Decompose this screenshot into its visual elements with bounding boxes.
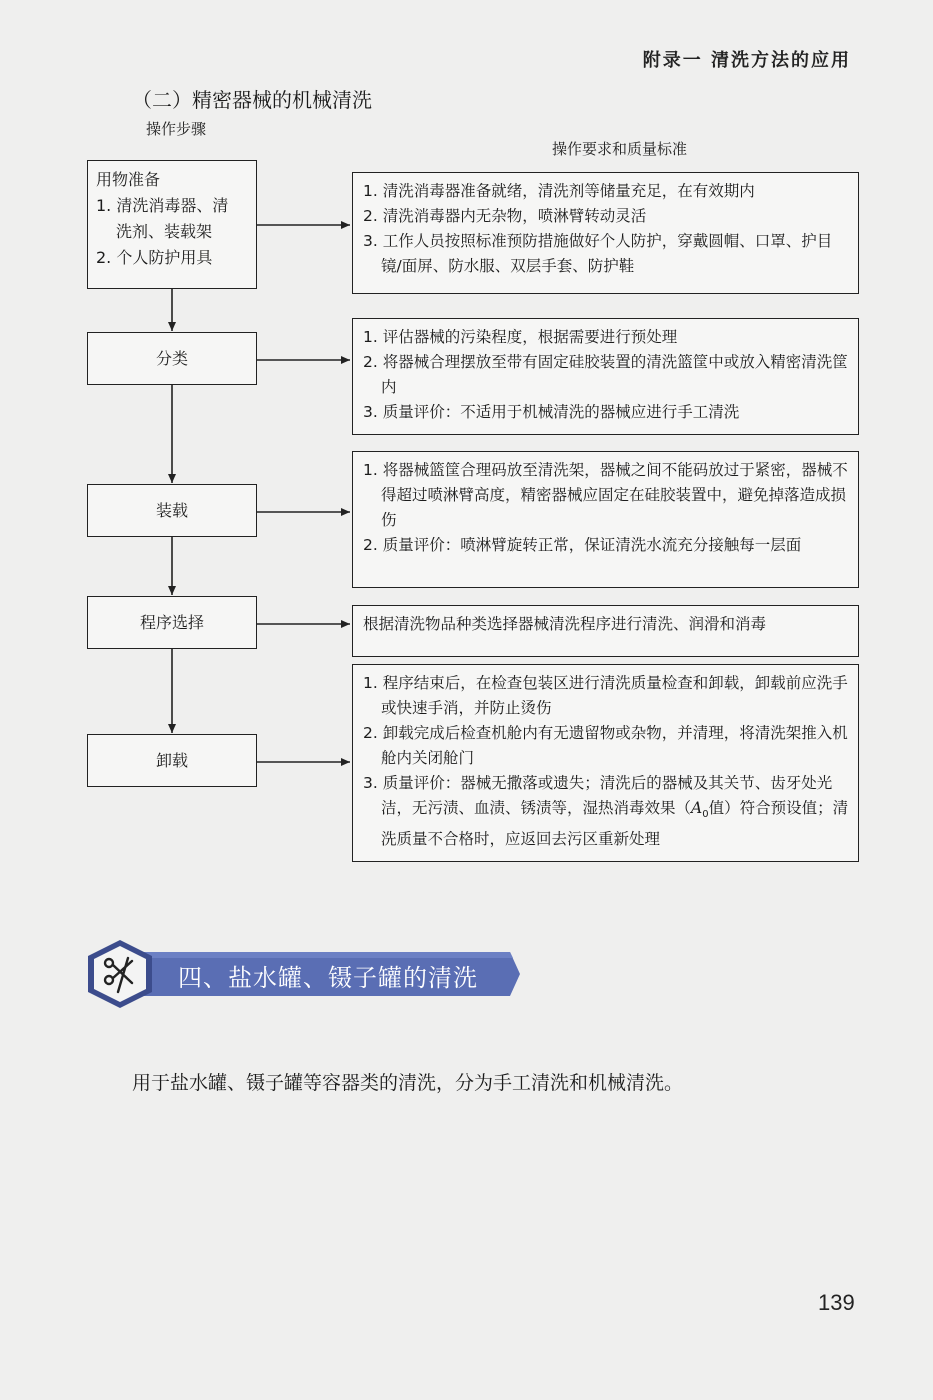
req-unload-2: 2. 卸载完成后检查机舱内有无遗留物或杂物，并清理，将清洗架推入机舱内关闭舱门 <box>363 724 848 767</box>
step-label-classify: 分类 <box>155 348 188 368</box>
step-box-classify <box>87 332 257 385</box>
req-unload-1: 1. 程序结束后，在检查包装区进行清洗质量检查和卸载，卸载前应洗手或快速手消，并防止烫伤 <box>363 674 848 717</box>
step-box-preparation <box>87 160 257 289</box>
step-label-unload: 卸载 <box>155 750 188 770</box>
step-prep-line-2: 洗剂、装载架 <box>116 222 213 241</box>
requirements-preparation <box>352 172 859 294</box>
step-label-preparation: 用物准备 <box>96 170 161 189</box>
req-load-1: 1. 将器械篮筐合理码放至清洗架，器械之间不能码放过于紧密，器械不得超过喷淋臂高度，精密器械应固定在硅胶装置中，避免掉落造成损伤 <box>363 461 848 529</box>
step-label-program: 程序选择 <box>139 612 204 632</box>
requirements-load <box>352 451 859 588</box>
requirements-program <box>352 605 859 657</box>
step-box-unload <box>87 734 257 787</box>
req-classify-1: 1. 评估器械的污染程度，根据需要进行预处理 <box>363 328 678 346</box>
running-header: 附录一 清洗方法的应用 <box>642 50 851 71</box>
req-prep-3: 3. 工作人员按照标准预防措施做好个人防护，穿戴圆帽、口罩、护目镜/面屏、防水服、双层手套、防护鞋 <box>363 232 833 275</box>
a0-letter: A <box>691 799 703 817</box>
column-heading-steps: 操作步骤 <box>146 120 207 138</box>
page-number: 139 <box>818 1290 855 1315</box>
req-classify-2: 2. 将器械合理摆放至带有固定硅胶装置的清洗篮筐中或放入精密清洗筐内 <box>363 353 848 396</box>
column-heading-requirements: 操作要求和质量标准 <box>552 140 688 158</box>
section-title: （二）精密器械的机械清洗 <box>132 88 372 112</box>
req-load-2: 2. 质量评价：喷淋臂旋转正常，保证清洗水流充分接触每一层面 <box>363 536 802 554</box>
step-box-program <box>87 596 257 649</box>
req-classify-3: 3. 质量评价：不适用于机械清洗的器械应进行手工清洗 <box>363 403 740 421</box>
a0-subscript: 0 <box>702 809 709 821</box>
req-prep-2: 2. 清洗消毒器内无杂物，喷淋臂转动灵活 <box>363 207 647 225</box>
req-unload-3-suffix: 值）符合预设值；清洗质量不合格时，应返回去污区重新处理 <box>381 799 849 849</box>
requirements-classify <box>352 318 859 435</box>
req-prep-1: 1. 清洗消毒器准备就绪，清洗剂等储量充足，在有效期内 <box>363 182 755 200</box>
step-label-load: 装载 <box>155 500 188 520</box>
req-unload-3-prefix: 3. 质量评价：器械无撒落或遗失；清洗后的器械及其关节、齿牙处光洁，无污渍、血渍、锈渍等，湿热消毒效果（ <box>363 774 833 817</box>
step-prep-line-3: 2. 个人防护用具 <box>96 248 213 267</box>
step-prep-line-1: 1. 清洗消毒器、清 <box>96 196 229 215</box>
body-paragraph: 用于盐水罐、镊子罐等容器类的清洗，分为手工清洗和机械清洗。 <box>132 1072 684 1094</box>
requirements-unload <box>352 664 859 862</box>
section-banner-title: 四、盐水罐、镊子罐的清洗 <box>178 964 478 992</box>
req-unload-3 <box>363 771 850 852</box>
req-program-1: 根据清洗物品种类选择器械清洗程序进行清洗、润滑和消毒 <box>363 615 767 633</box>
step-box-load <box>87 484 257 537</box>
